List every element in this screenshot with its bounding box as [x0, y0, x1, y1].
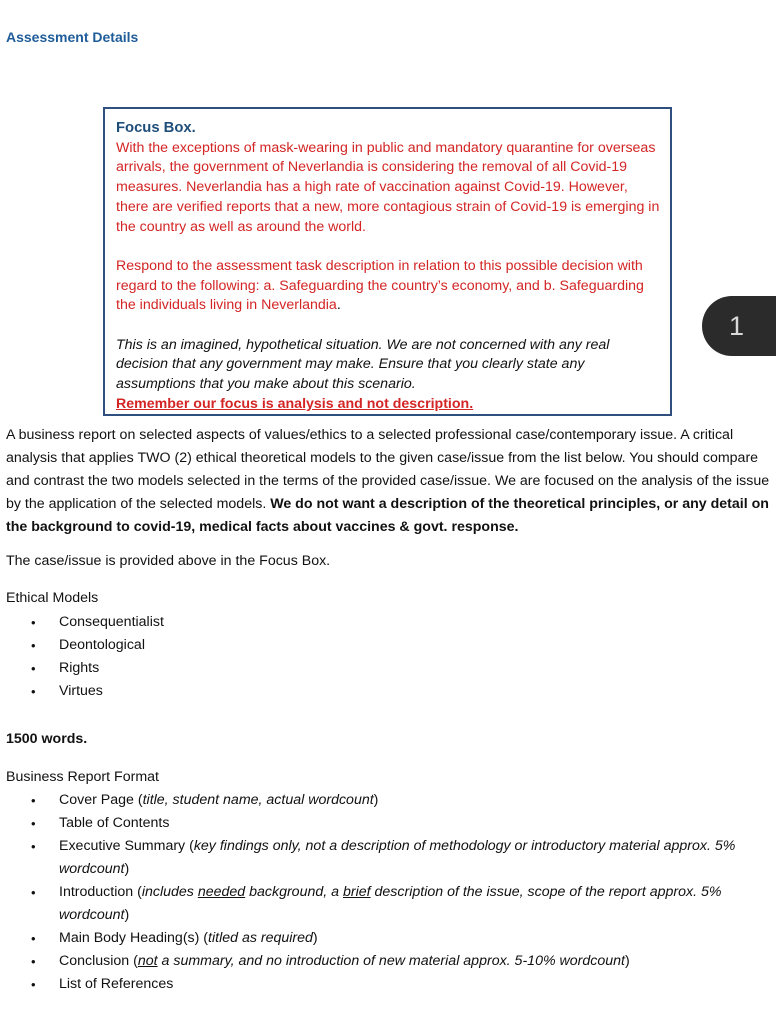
bullet-icon: • — [31, 638, 36, 653]
list-item: • Virtues — [6, 680, 772, 703]
bullet-icon: • — [31, 793, 36, 808]
list-item: • Introduction (includes needed background, a brief description of the issue, scope of the report approx. 5% wordcount) — [6, 881, 772, 927]
list-item: • List of References — [6, 973, 772, 996]
bullet-icon: • — [31, 977, 36, 992]
list-item: • Conclusion (not a summary, and no introduction of new material approx. 5-10% wordcount) — [6, 950, 772, 973]
focus-box-scenario: With the exceptions of mask-wearing in public and mandatory quarantine for overseas arrivals, the government of Neverlandia is considering the removal of all Covid-19 measures. Neverlandia has a high rate of vaccination against Covid-19. However, there are verified reports that a new, more contagious strain of Covid-19 is emerging in the country as well as around the world. — [116, 139, 660, 235]
report-format-title: Business Report Format — [6, 769, 159, 785]
bullet-icon: • — [31, 816, 36, 831]
list-item: • Deontological — [6, 634, 772, 657]
focus-box-disclaimer: This is an imagined, hypothetical situation. We are not concerned with any real decision that any government may make. Ensure that you clearly state any assumptions that you make about this scenario. — [116, 336, 610, 393]
list-item: • Main Body Heading(s) (titled as required) — [6, 927, 772, 950]
bullet-icon: • — [31, 684, 36, 699]
section-heading: Assessment Details — [6, 29, 139, 45]
list-item: • Cover Page (title, student name, actual wordcount) — [6, 789, 772, 812]
focus-box — [103, 107, 672, 416]
word-count: 1500 words. — [6, 731, 88, 747]
bullet-icon: • — [31, 839, 36, 854]
list-item: • Consequentialist — [6, 611, 772, 634]
ethical-models-list — [6, 611, 772, 703]
case-line: The case/issue is provided above in the Focus Box. — [6, 553, 331, 569]
assessment-description-bold: We do not want a description of the theoretical principles, or any detail on the background to covid-19, medical facts about vaccines & govt. response. — [6, 496, 769, 535]
focus-box-task-text: Respond to the assessment task description in relation to this possible decision with regard to the following: a. Safeguarding the country’s economy, and b. Safeguarding the individuals living in Neverlandia — [116, 257, 644, 314]
assessment-description — [6, 424, 772, 539]
bullet-icon: • — [31, 661, 36, 676]
focus-box-task-period: . — [336, 297, 341, 314]
bullet-icon: • — [31, 615, 36, 630]
list-item: • Executive Summary (key findings only, not a description of methodology or introductory material approx. 5% wordcount) — [6, 835, 772, 881]
list-item: • Rights — [6, 657, 772, 680]
bullet-icon: • — [31, 931, 36, 946]
report-format-list — [6, 789, 772, 996]
page-number-badge[interactable]: 1 — [702, 296, 776, 356]
bullet-icon: • — [31, 954, 36, 969]
focus-box-title: Focus Box. — [116, 120, 196, 136]
bullet-icon: • — [31, 885, 36, 900]
list-item: • Table of Contents — [6, 812, 772, 835]
assessment-description-text: A business report on selected aspects of values/ethics to a selected professional case/contemporary issue. A critical analysis that applies TWO (2) ethical theoretical models to the given case/issue from the list below. You should compare and contrast the two models selected in the terms of the provided case/issue. We are focused on the analysis of the issue by the application of the selected models. — [6, 427, 770, 512]
ethical-models-title: Ethical Models — [6, 590, 99, 606]
focus-box-task — [116, 257, 660, 316]
focus-box-reminder: Remember our focus is analysis and not description. — [116, 395, 474, 412]
